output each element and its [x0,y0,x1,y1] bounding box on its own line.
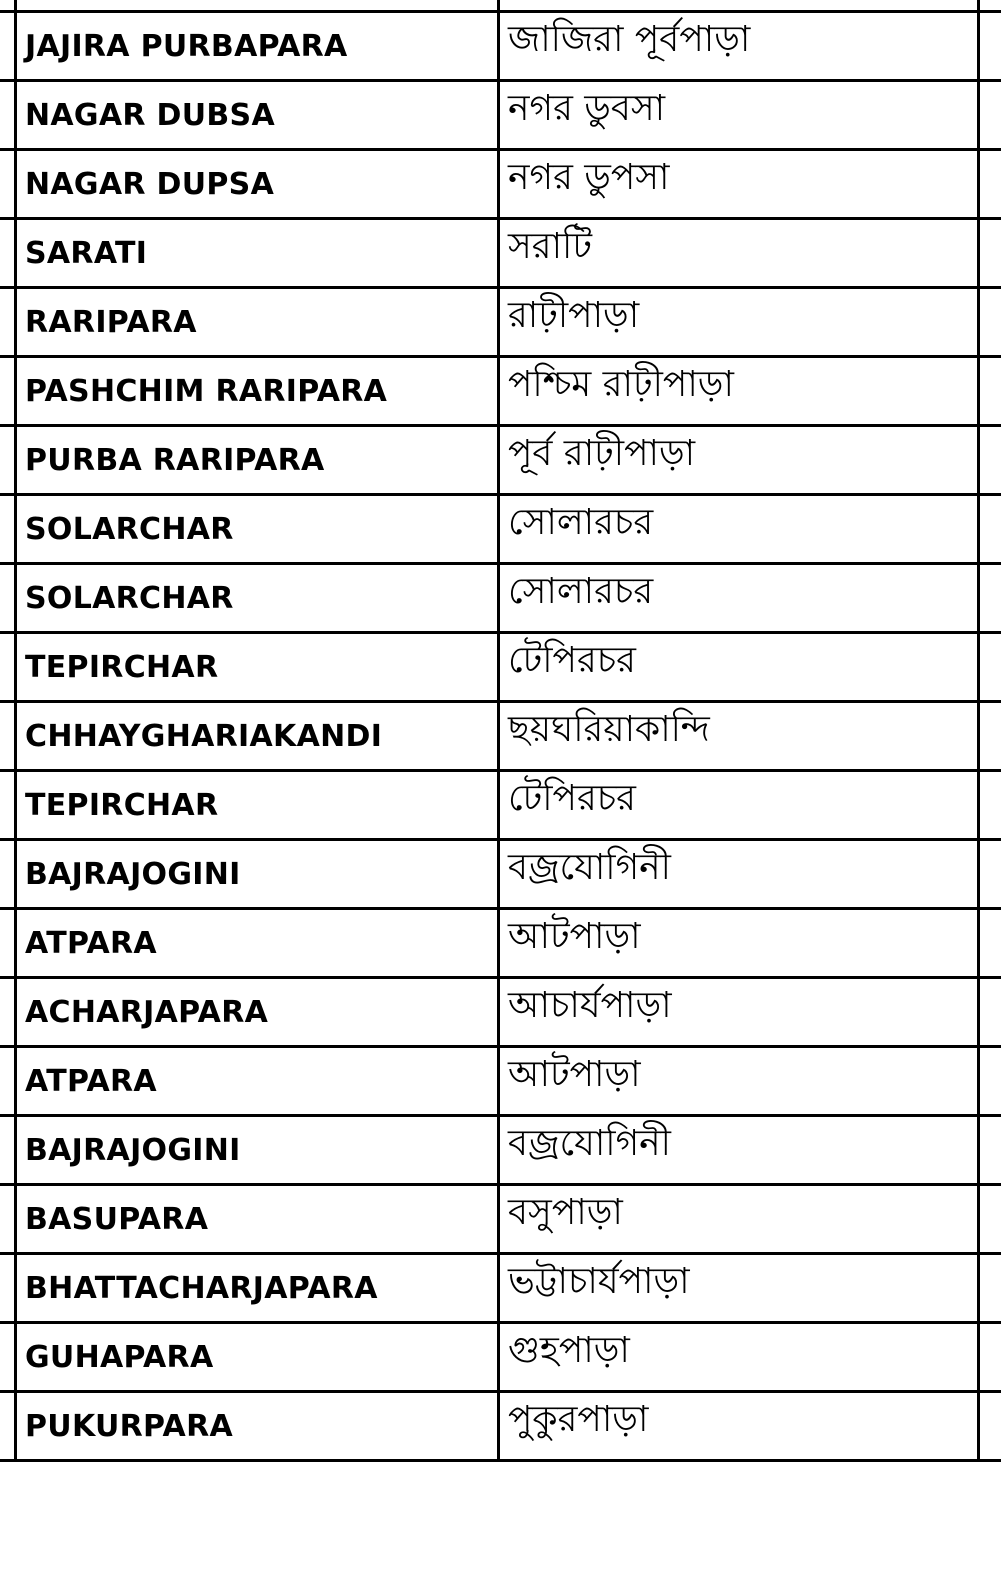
cell-english-name: SARATI [14,220,497,286]
cell-bengali-name: রাঢ়ীপাড়া [497,289,980,355]
table-body [0,13,1001,1462]
table-row [0,289,1001,358]
table-row [0,772,1001,841]
table-row [0,1186,1001,1255]
table-row [0,151,1001,220]
table-row [0,979,1001,1048]
cell-bengali-name: পশ্চিম রাঢ়ীপাড়া [497,358,980,424]
cell-english-name: BASUPARA [14,1186,497,1252]
cell-bengali-name: পুকুরপাড়া [497,1393,980,1459]
cell-english-name: JAJIRA PURBAPARA [14,13,497,79]
cell-english-name: BHATTACHARJAPARA [14,1255,497,1321]
table-row [0,1048,1001,1117]
cell-bengali-name: ছয়ঘরিয়াকান্দি [497,703,980,769]
cell-bengali-name: আচার্যপাড়া [497,979,980,1045]
cell-bengali-name: নগর ডুবসা [497,82,980,148]
cell-bengali-name: বজ্রযোগিনী [497,841,980,907]
table-row [0,13,1001,82]
cell-english-name: NAGAR DUBSA [14,82,497,148]
table-row [0,358,1001,427]
cell-english-name: BAJRAJOGINI [14,841,497,907]
cell-bengali-name: জাজিরা পূর্বপাড়া [497,13,980,79]
table-row [0,565,1001,634]
table-header-row [0,0,1001,13]
cell-bengali-name: আটপাড়া [497,910,980,976]
cell-english-name: ATPARA [14,910,497,976]
cell-english-name: PASHCHIM RARIPARA [14,358,497,424]
header-cell-bengali [497,0,980,10]
cell-bengali-name: সোলারচর [497,565,980,631]
cell-bengali-name: বসুপাড়া [497,1186,980,1252]
table-row [0,220,1001,289]
table-row [0,634,1001,703]
cell-bengali-name: সরাটি [497,220,980,286]
cell-english-name: TEPIRCHAR [14,634,497,700]
cell-english-name: PURBA RARIPARA [14,427,497,493]
cell-english-name: ATPARA [14,1048,497,1114]
table-row [0,427,1001,496]
cell-bengali-name: পূর্ব রাঢ়ীপাড়া [497,427,980,493]
cell-bengali-name: সোলারচর [497,496,980,562]
table-row [0,1255,1001,1324]
table-row [0,82,1001,151]
cell-bengali-name: নগর ডুপসা [497,151,980,217]
cell-bengali-name: টেপিরচর [497,634,980,700]
table-row [0,496,1001,565]
cell-english-name: ACHARJAPARA [14,979,497,1045]
cell-bengali-name: বজ্রযোগিনী [497,1117,980,1183]
table-row [0,841,1001,910]
cell-english-name: BAJRAJOGINI [14,1117,497,1183]
cell-english-name: PUKURPARA [14,1393,497,1459]
cell-bengali-name: গুহপাড়া [497,1324,980,1390]
table-row [0,1393,1001,1462]
cell-english-name: NAGAR DUPSA [14,151,497,217]
cell-english-name: SOLARCHAR [14,496,497,562]
table-row [0,1324,1001,1393]
cell-english-name: RARIPARA [14,289,497,355]
table-row [0,703,1001,772]
cell-english-name: SOLARCHAR [14,565,497,631]
cell-english-name: GUHAPARA [14,1324,497,1390]
header-cell-english [14,0,497,10]
cell-bengali-name: আটপাড়া [497,1048,980,1114]
table-row [0,910,1001,979]
cell-english-name: TEPIRCHAR [14,772,497,838]
cell-english-name: CHHAYGHARIAKANDI [14,703,497,769]
table-row [0,1117,1001,1186]
cell-bengali-name: টেপিরচর [497,772,980,838]
cell-bengali-name: ভট্টাচার্যপাড়া [497,1255,980,1321]
